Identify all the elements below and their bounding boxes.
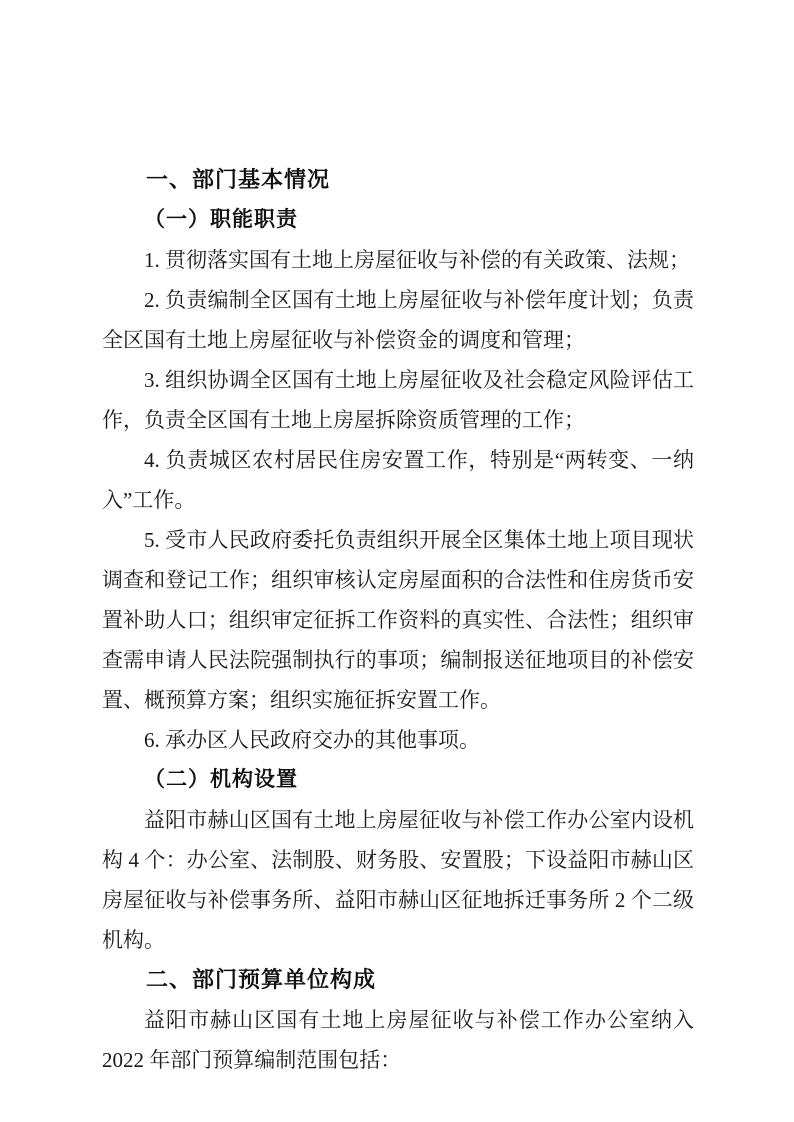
paragraph-duty-1: 1. 贯彻落实国有土地上房屋征收与补偿的有关政策、法规； xyxy=(144,248,690,272)
paragraph-duty-4: 4. 负责城区农村居民住房安置工作，特别是“两转变、一纳入”工作。 xyxy=(102,448,694,512)
section-heading-budget-units: 二、部门预算单位构成 xyxy=(146,967,377,992)
paragraph-duty-5: 5. 受市人民政府委托负责组织开展全区集体土地上项目现状调查和登记工作；组织审核认定房屋面积的合法性和住房货币安置补助人口；组织审定征拆工作资料的真实性、合法性；组织审查需申请人民法院强制执行的事项；编制报送征地项目的补偿安置、概预算方案；组织实施征拆安置工作。 xyxy=(102,528,694,712)
section-heading-basic-info: 一、部门基本情况 xyxy=(146,167,331,192)
paragraph-duty-3: 3. 组织协调全区国有土地上房屋征收及社会稳定风险评估工作，负责全区国有土地上房屋拆除资质管理的工作； xyxy=(102,368,694,432)
paragraph-org-structure: 益阳市赫山区国有土地上房屋征收与补偿工作办公室内设机构 4 个：办公室、法制股、财务股、安置股；下设益阳市赫山区房屋征收与补偿事务所、益阳市赫山区征地拆迁事务所 2 个二级机构。 xyxy=(102,808,694,952)
subsection-heading-duties: （一）职能职责 xyxy=(144,208,298,231)
subsection-heading-org-structure: （二）机构设置 xyxy=(144,768,298,791)
paragraph-budget-scope: 益阳市赫山区国有土地上房屋征收与补偿工作办公室纳入 2022 年部门预算编制范围包括： xyxy=(102,1008,694,1072)
paragraph-duty-2: 2. 负责编制全区国有土地上房屋征收与补偿年度计划；负责全区国有土地上房屋征收与补偿资金的调度和管理； xyxy=(102,288,694,352)
document-content xyxy=(102,160,694,1080)
paragraph-duty-6: 6. 承办区人民政府交办的其他事项。 xyxy=(144,728,480,752)
